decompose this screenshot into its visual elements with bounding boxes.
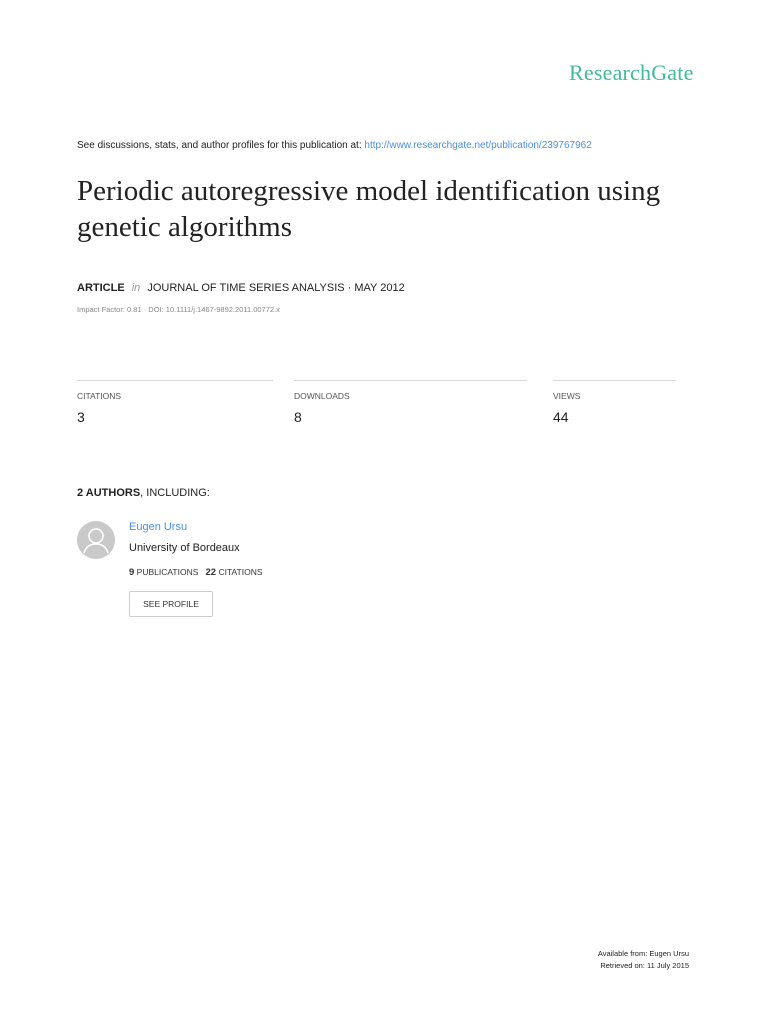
authors-heading: [77, 487, 210, 499]
author-name-link[interactable]: Eugen Ursu: [129, 521, 188, 533]
stat-downloads: [294, 380, 527, 425]
see-profile-button[interactable]: SEE PROFILE: [129, 591, 213, 617]
avatar-silhouette: [77, 521, 115, 559]
stat-label: DOWNLOADS: [294, 391, 350, 401]
publication-meta: [77, 282, 405, 294]
footer-info: [598, 948, 689, 972]
stat-value: 8: [294, 409, 302, 425]
stat-citations: [77, 380, 273, 425]
stat-views: [553, 380, 676, 425]
publications-count: 9: [129, 567, 135, 578]
publication-link[interactable]: http://www.researchgate.net/publication/239767962: [364, 140, 592, 151]
publication-type: ARTICLE: [77, 282, 125, 294]
intro-text: See discussions, stats, and author profiles for this publication at:: [77, 140, 362, 151]
in-word: in: [131, 282, 141, 294]
authors-count: 2 AUTHORS: [77, 487, 141, 499]
stat-label: CITATIONS: [77, 391, 122, 401]
citations-count: 22: [205, 567, 217, 578]
publication-title: Periodic autoregressive model identification using genetic algorithms: [77, 175, 661, 243]
user-avatar-icon[interactable]: [77, 521, 115, 559]
stat-value: 44: [553, 409, 569, 425]
author-counts: [129, 567, 263, 578]
retrieved-on: Retrieved on: 11 July 2015: [600, 961, 689, 970]
publications-label: PUBLICATIONS: [136, 567, 199, 577]
authors-suffix: , INCLUDING:: [140, 487, 210, 499]
researchgate-logo[interactable]: ResearchGate: [569, 60, 694, 85]
publication-details: Impact Factor: 0.81 · DOI: 10.1111/j.1467-9892.2011.00772.x: [77, 305, 280, 314]
stat-value: 3: [77, 409, 85, 425]
citations-label: CITATIONS: [218, 567, 263, 577]
available-from: Available from: Eugen Ursu: [597, 949, 689, 958]
author-affiliation: University of Bordeaux: [129, 542, 240, 554]
intro-line: [77, 140, 592, 151]
stat-label: VIEWS: [553, 391, 581, 401]
publication-venue: JOURNAL OF TIME SERIES ANALYSIS · MAY 2012: [147, 282, 405, 294]
